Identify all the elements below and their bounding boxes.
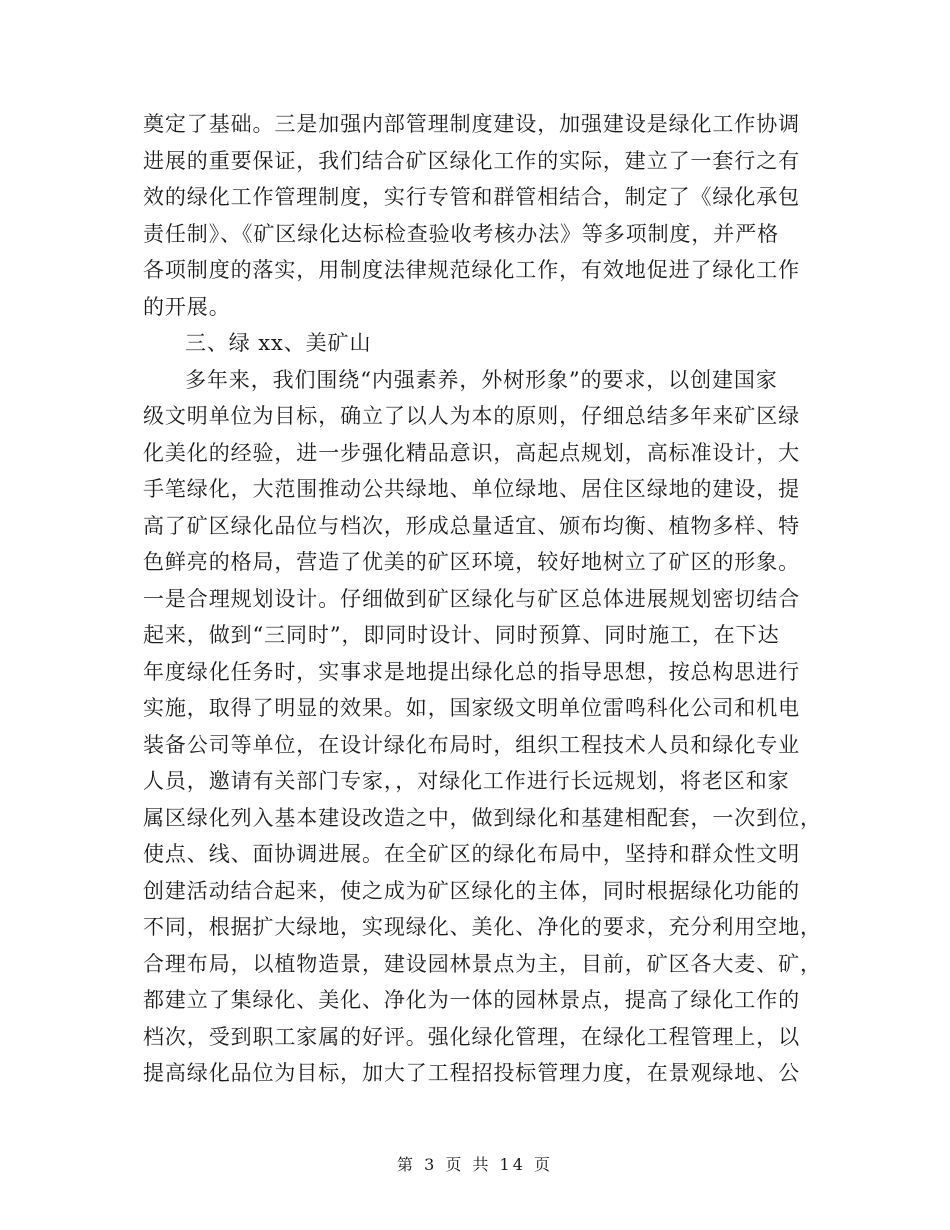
text-line: 提高绿化品位为目标，加大了工程招投标管理力度，在景观绿地、公 <box>143 1061 800 1085</box>
text-line: 一是合理规划设计。仔细做到矿区绿化与矿区总体进展规划密切结合 <box>143 586 800 611</box>
text-line: 属区绿化列入基本建设改造之中，做到绿化和基建相配套，一次到位， <box>143 805 822 830</box>
text-line: 装备公司等单位，在设计绿化布局时，组织工程技术人员和绿化专业 <box>143 732 800 757</box>
text-line: 不同，根据扩大绿地，实现绿化、美化、净化的要求，充分利用空地， <box>143 915 822 939</box>
text-line: 实施，取得了明显的效果。如，国家级文明单位雷鸣科化公司和机电 <box>143 696 800 720</box>
text-line: 人员，邀请有关部门专家，，对绿化工作进行长远规划，将老区和家 <box>143 769 790 793</box>
text-line: 的开展。 <box>143 294 231 319</box>
text-line: 年度绿化任务时，实事求是地提出绿化总的指导思想，按总构思进行 <box>143 659 800 684</box>
text-line: 进展的重要保证，我们结合矿区绿化工作的实际，建立了一套行之有 <box>143 148 800 173</box>
text-line: 合理布局，以植物造景，建设园林景点为主，目前，矿区各大麦、矿， <box>143 951 822 976</box>
text-line: 奠定了基础。三是加强内部管理制度建设，加强建设是绿化工作协调 <box>143 112 800 136</box>
text-line: 效的绿化工作管理制度，实行专管和群管相结合，制定了《绿化承包 <box>143 185 800 209</box>
text-line: 起来，做到“三同时”，即同时设计、同时预算、同时施工，在下达 <box>143 623 780 647</box>
text-line: 手笔绿化，大范围推动公共绿地、单位绿地、居住区绿地的建设，提 <box>143 477 800 501</box>
text-line: 都建立了集绿化、美化、净化为一体的园林景点，提高了绿化工作的 <box>143 988 800 1012</box>
text-line: 各项制度的落实，用制度法律规范绿化工作，有效地促进了绿化工作 <box>143 258 800 282</box>
text-line: 创建活动结合起来，使之成为矿区绿化的主体，同时根据绿化功能的 <box>143 878 800 903</box>
text-line: 使点、线、面协调进展。在全矿区的绿化布局中，坚持和群众性文明 <box>143 842 800 866</box>
document-body <box>143 106 822 1092</box>
text-line: 化美化的经验，进一步强化精品意识，高起点规划，高标准设计，大 <box>143 440 800 465</box>
text-line: 档次，受到职工家属的好评。强化绿化管理，在绿化工程管理上，以 <box>143 1024 800 1049</box>
page-footer: 第 3 页 共 14 页 <box>397 1155 553 1174</box>
text-line: 多年来，我们围绕“内强素养，外树形象”的要求，以创建国家 <box>185 367 778 392</box>
text-line: 高了矿区绿化品位与档次，形成总量适宜、颁布均衡、植物多样、特 <box>143 513 800 538</box>
text-line: 责任制》、《矿区绿化达标检查验收考核办法》等多项制度，并严格 <box>143 221 779 246</box>
text-line: 级文明单位为目标，确立了以人为本的原则，仔细总结多年来矿区绿 <box>143 404 800 428</box>
text-line: 色鲜亮的格局，营造了优美的矿区环境，较好地树立了矿区的形象。 <box>143 550 800 574</box>
section-heading: 三、绿 xx、美矿山 <box>185 331 372 355</box>
